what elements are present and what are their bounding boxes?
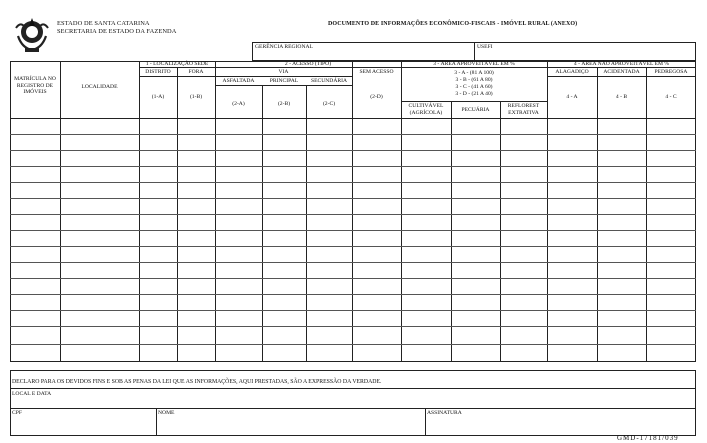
nome-label: NOME (158, 410, 175, 416)
col-matricula-header: MATRÍCULA NO REGISTRO DE IMÓVEIS (14, 76, 56, 95)
col-acidentada-header: ACIDENTADA (603, 69, 640, 75)
usefi-input[interactable] (477, 51, 692, 60)
local-data-label: LOCAL E DATA (12, 391, 52, 397)
local-data-input[interactable] (12, 398, 692, 407)
nome-input[interactable] (158, 418, 421, 432)
table-row[interactable] (10, 311, 696, 327)
col-reflorest-header: REFLOREST EXTRATIVA (507, 103, 540, 116)
table-row[interactable] (10, 231, 696, 247)
table-row[interactable] (10, 295, 696, 311)
code-2d: (2-D) (370, 94, 383, 100)
col-alagadico-header: ALAGADIÇO (555, 69, 589, 75)
table-row[interactable] (10, 247, 696, 263)
gerencia-input[interactable] (255, 51, 470, 60)
cpf-label: CPF (12, 410, 22, 416)
table-row[interactable] (10, 167, 696, 183)
table-row[interactable] (10, 263, 696, 279)
state-name: ESTADO DE SANTA CATARINA (57, 20, 150, 27)
code-2b: (2-B) (277, 101, 291, 107)
col-pecuaria-header: PECUÁRIA (461, 107, 490, 113)
secretariat-name: SECRETARIA DE ESTADO DA FAZENDA (57, 28, 177, 35)
range-3a: 3 - A - (81 A 100) (454, 70, 494, 76)
col-pedregosa-header: PEDREGOSA (654, 69, 688, 75)
code-4c: 4 - C (665, 94, 677, 100)
table-row[interactable] (10, 279, 696, 295)
sec1-title: 1 - LOCALIZAÇÃO SEDE (145, 61, 209, 67)
code-4a: 4 - A (566, 94, 578, 100)
col-distrito-header: DISTRITO (145, 69, 171, 75)
code-2c: (2-C) (322, 101, 336, 107)
table-row[interactable] (10, 135, 696, 151)
range-3c: 3 - C - (41 A 60) (455, 84, 493, 90)
col-asfaltada-header: ASFALTADA (222, 78, 255, 84)
usefi-label: USEFI (477, 44, 493, 50)
col-cultivavel-header: CULTIVÁVEL (AGRÍCOLA) (408, 103, 444, 116)
state-crest-icon (14, 14, 50, 54)
col-localidade-header: LOCALIDADE (81, 84, 118, 90)
document-title: DOCUMENTO DE INFORMAÇÕES ECONÔMICO-FISCAIS - IMÓVEL RURAL (ANEXO) (328, 21, 578, 27)
range-3b: 3 - B - (61 A 80) (455, 77, 493, 83)
form-code: GMD-17181/039 (617, 434, 679, 442)
table-row[interactable] (10, 327, 696, 344)
table-row[interactable] (10, 199, 696, 215)
col-sem-acesso-header: SEM ACESSO (359, 69, 394, 75)
declaration-text: DECLARO PARA OS DEVIDOS FINS E SOB AS PENAS DA LEI QUE AS INFORMAÇÕES, AQUI PRESTADAS, SÃO A EXPRESSÃO DA VERDADE. (12, 379, 382, 385)
table-row[interactable] (10, 119, 696, 135)
col-fora-header: FORA (188, 69, 204, 75)
code-4b: 4 - B (615, 94, 628, 100)
gerencia-label: GERÊNCIA REGIONAL (255, 44, 313, 50)
col-via-header: VIA (278, 69, 289, 75)
table-row[interactable] (10, 183, 696, 199)
code-1a: (1-A) (151, 94, 165, 100)
sec2-title: 2 - ACESSO (TIPO) (284, 61, 332, 67)
sec3-title: 3 - ÁREA APROVEITÁVEL EM % (433, 61, 515, 67)
signature-area[interactable] (427, 418, 692, 432)
code-2a: (2-A) (232, 101, 245, 107)
range-3d: 3 - D - (21 A 40) (455, 91, 493, 97)
table-row[interactable] (10, 345, 696, 362)
table-row[interactable] (10, 215, 696, 231)
assinatura-label: ASSINATURA (427, 410, 462, 416)
col-principal-header: PRINCIPAL (269, 78, 299, 84)
code-1b: (1-B) (189, 94, 203, 100)
cpf-input[interactable] (12, 418, 152, 432)
col-secundaria-header: SECUNDÁRIA (310, 78, 348, 84)
table-row[interactable] (10, 151, 696, 167)
sec4-title: 4 - ÁREA NÃO APROVEITÁVEL EM % (573, 61, 670, 67)
